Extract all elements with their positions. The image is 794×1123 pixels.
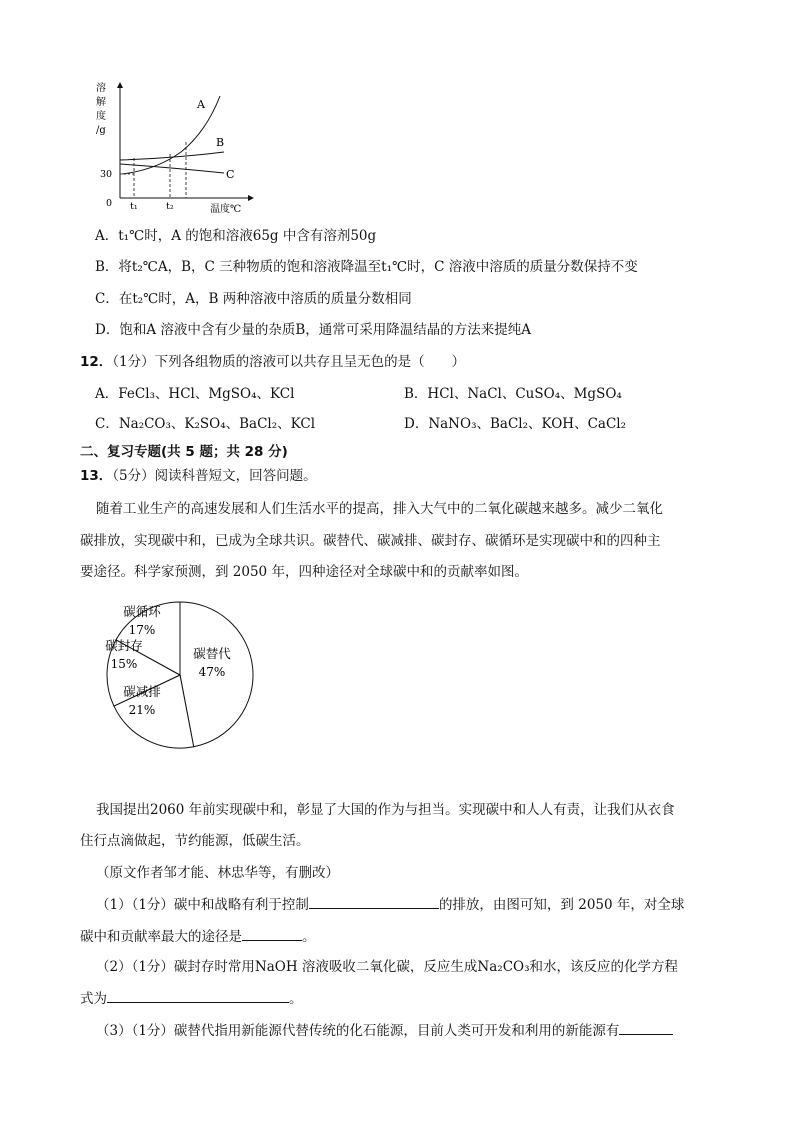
pie-value-3: 17% xyxy=(128,623,156,637)
x-tick-t1: t₁ xyxy=(130,201,138,212)
q13-sub2-line2 xyxy=(80,988,303,1009)
pie-label-0: 碳替代 xyxy=(193,646,231,661)
pie-label-3: 碳循环 xyxy=(123,604,161,619)
q11-option-b: B．将t₂℃A，B，C 三种物质的饱和溶液降温至t₁℃时，C 溶液中溶质的质量分数保持不变 xyxy=(95,259,638,275)
q13-stem xyxy=(80,466,317,486)
y-axis-label-3: 度 xyxy=(96,111,106,122)
q12-text: 下列各组物质的溶液可以共存且呈无色的是（ ） xyxy=(154,354,466,370)
q13-sub1-text-c: 碳中和贡献率最大的途径是 xyxy=(80,929,242,945)
q13-para1-line3: 要途径。科学家预测，到 2050 年，四种途径对全球碳中和的贡献率如图。 xyxy=(80,564,528,580)
curve-b xyxy=(120,152,224,160)
y-tick-30: 30 xyxy=(100,169,113,180)
q13-sub2-line1: （2）（1分）碳封存时常用NaOH 溶液吸收二氧化碳，反应生成Na₂CO₃和水，该反应的化学方程 xyxy=(96,959,679,975)
q13-sub2-text-c: 。 xyxy=(289,991,303,1007)
q12-option-d: D．NaNO₃、BaCl₂、KOH、CaCl₂ xyxy=(404,416,627,432)
answer-blank-1[interactable] xyxy=(309,894,439,909)
q11-option-d: D．饱和A 溶液中含有少量的杂质B，通常可采用降温结晶的方法来提纯A xyxy=(95,322,532,338)
pie-value-2: 15% xyxy=(110,657,138,671)
q13-sub2-text-b: 式为 xyxy=(80,991,107,1007)
y-axis-label-1: 溶 xyxy=(96,83,106,94)
pie-chart xyxy=(100,598,260,754)
q13-para2-line2: 住行点滴做起，节约能源，低碳生活。 xyxy=(80,833,310,849)
q12-score: （1分） xyxy=(112,354,155,370)
q13-source: （原文作者邹才能、林忠华等，有删改） xyxy=(96,865,339,881)
answer-blank-3[interactable] xyxy=(107,988,289,1003)
solubility-graph xyxy=(86,80,256,220)
q13-para1-line1: 随着工业生产的高速发展和人们生活水平的提高，排入大气中的二氧化碳越来越多。减少二氧化 xyxy=(96,501,663,517)
curve-c-label: C xyxy=(226,168,235,181)
q13-number: 13． xyxy=(80,468,113,484)
q13-text: 阅读科普短文，回答问题。 xyxy=(154,468,317,484)
q13-sub3-text-a: （3）（1分）碳替代指用新能源代替传统的化石能源，目前人类可开发和利用的新能源有 xyxy=(96,1023,620,1039)
curve-b-label: B xyxy=(216,136,225,149)
pie-label-1: 碳减排 xyxy=(123,684,161,699)
origin-label: 0 xyxy=(106,198,113,209)
q12-option-b: B．HCl、NaCl、CuSO₄、MgSO₄ xyxy=(404,386,622,402)
q13-sub1-text-d: 。 xyxy=(302,929,316,945)
q13-score: （5分） xyxy=(112,468,155,484)
q13-sub1-text-b: 的排放，由图可知，到 2050 年，对全球 xyxy=(438,897,685,913)
x-axis-label: 温度℃ xyxy=(210,204,242,215)
pie-value-0: 47% xyxy=(198,665,226,679)
pie-label-2: 碳封存 xyxy=(105,638,143,653)
q12-stem xyxy=(80,352,465,372)
q13-sub3-line1 xyxy=(96,1020,673,1041)
y-axis-label-2: 解 xyxy=(96,97,106,108)
q12-option-a: A．FeCl₃、HCl、MgSO₄、KCl xyxy=(95,386,295,402)
answer-blank-2[interactable] xyxy=(242,926,302,941)
q11-option-a: A．t₁℃时，A 的饱和溶液65g 中含有溶剂50g xyxy=(95,228,377,244)
q13-para2-line1: 我国提出2060 年前实现碳中和，彰显了大国的作为与担当。实现碳中和人人有责，让我们从衣食 xyxy=(96,802,675,818)
q12-option-c: C．Na₂CO₃、K₂SO₄、BaCl₂、KCl xyxy=(95,416,316,432)
q13-sub1-line1 xyxy=(96,894,684,915)
answer-blank-4[interactable] xyxy=(619,1020,673,1035)
q13-sub1-text-a: （1）（1分）碳中和战略有利于控制 xyxy=(96,897,309,913)
q11-option-c: C．在t₂℃时，A，B 两种溶液中溶质的质量分数相同 xyxy=(95,291,412,307)
curve-a-label: A xyxy=(197,98,205,111)
q13-para1-line2: 碳排放，实现碳中和，已成为全球共识。碳替代、碳减排、碳封存、碳循环是实现碳中和的四种主 xyxy=(80,533,661,549)
curve-a xyxy=(122,96,220,174)
pie-value-1: 21% xyxy=(128,703,156,717)
y-axis-label-4: /g xyxy=(96,125,106,136)
q13-sub1-line2 xyxy=(80,926,316,947)
x-tick-t2: t₂ xyxy=(166,201,174,212)
q12-number: 12． xyxy=(80,354,113,370)
section-2-title: 二、复习专题(共 5 题；共 28 分) xyxy=(80,444,288,460)
